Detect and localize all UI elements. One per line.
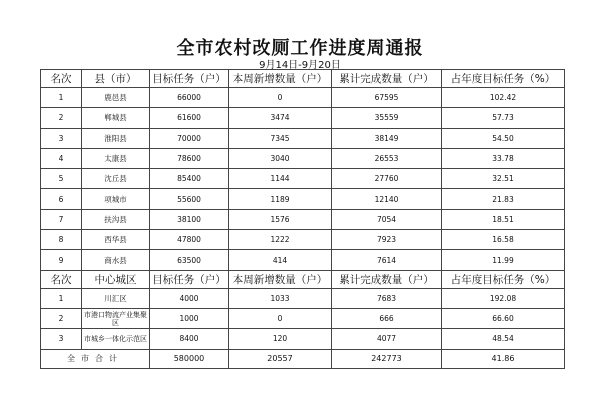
rank-cell: 1 bbox=[41, 288, 82, 308]
table-row bbox=[41, 329, 565, 349]
rank-cell: 2 bbox=[41, 108, 82, 128]
percent-cell: 16.58 bbox=[442, 230, 565, 250]
name-cell: 扶沟县 bbox=[82, 209, 150, 229]
weekly-new-cell: 1033 bbox=[229, 288, 332, 308]
header-rank: 名次 bbox=[41, 70, 82, 88]
weekly-new-cell: 414 bbox=[229, 250, 332, 270]
rank-cell: 9 bbox=[41, 250, 82, 270]
cumulative-cell: 38149 bbox=[332, 128, 442, 148]
cumulative-cell: 27760 bbox=[332, 169, 442, 189]
name-cell: 市港口物流产业集聚区 bbox=[82, 308, 150, 328]
cumulative-cell: 67595 bbox=[332, 88, 442, 108]
weekly-new-cell: 7345 bbox=[229, 128, 332, 148]
table-row bbox=[41, 308, 565, 328]
target-cell: 38100 bbox=[150, 209, 229, 229]
date-range: 9月14日-9月20日 bbox=[259, 60, 341, 71]
table-row bbox=[41, 108, 565, 128]
total-weekly-new: 20557 bbox=[229, 349, 332, 368]
rank-cell: 7 bbox=[41, 209, 82, 229]
percent-cell: 192.08 bbox=[442, 288, 565, 308]
header-weekly-new: 本周新增数量（户） bbox=[229, 70, 332, 88]
percent-cell: 18.51 bbox=[442, 209, 565, 229]
table-row bbox=[41, 209, 565, 229]
percent-cell: 11.99 bbox=[442, 250, 565, 270]
percent-cell: 66.60 bbox=[442, 308, 565, 328]
target-cell: 70000 bbox=[150, 128, 229, 148]
weekly-new-cell: 1222 bbox=[229, 230, 332, 250]
cumulative-cell: 4077 bbox=[332, 329, 442, 349]
weekly-new-cell: 0 bbox=[229, 308, 332, 328]
weekly-new-cell: 120 bbox=[229, 329, 332, 349]
weekly-new-cell: 1144 bbox=[229, 169, 332, 189]
name-cell: 商水县 bbox=[82, 250, 150, 270]
table-row bbox=[41, 148, 565, 168]
header-weekly-new: 本周新增数量（户） bbox=[229, 270, 332, 288]
header-county: 县（市） bbox=[82, 70, 150, 88]
name-cell: 沈丘县 bbox=[82, 169, 150, 189]
percent-cell: 21.83 bbox=[442, 189, 565, 209]
rank-cell: 5 bbox=[41, 169, 82, 189]
weekly-new-cell: 3040 bbox=[229, 148, 332, 168]
cumulative-cell: 26553 bbox=[332, 148, 442, 168]
table-row bbox=[41, 88, 565, 108]
cumulative-cell: 7614 bbox=[332, 250, 442, 270]
cumulative-cell: 666 bbox=[332, 308, 442, 328]
name-cell: 太康县 bbox=[82, 148, 150, 168]
weekly-new-cell: 1576 bbox=[229, 209, 332, 229]
header-target: 目标任务（户） bbox=[150, 270, 229, 288]
cumulative-cell: 35559 bbox=[332, 108, 442, 128]
target-cell: 8400 bbox=[150, 329, 229, 349]
target-cell: 1000 bbox=[150, 308, 229, 328]
name-cell: 项城市 bbox=[82, 189, 150, 209]
percent-cell: 57.73 bbox=[442, 108, 565, 128]
target-cell: 61600 bbox=[150, 108, 229, 128]
header-percent: 占年度目标任务（%） bbox=[442, 270, 565, 288]
cumulative-cell: 12140 bbox=[332, 189, 442, 209]
name-cell: 鹿邑县 bbox=[82, 88, 150, 108]
target-cell: 55600 bbox=[150, 189, 229, 209]
cumulative-cell: 7923 bbox=[332, 230, 442, 250]
district-header-row bbox=[41, 270, 565, 288]
rank-cell: 1 bbox=[41, 88, 82, 108]
rank-cell: 3 bbox=[41, 329, 82, 349]
rank-cell: 8 bbox=[41, 230, 82, 250]
table-row bbox=[41, 288, 565, 308]
rank-cell: 2 bbox=[41, 308, 82, 328]
progress-table bbox=[40, 69, 565, 369]
table-row bbox=[41, 128, 565, 148]
target-cell: 63500 bbox=[150, 250, 229, 270]
table-row bbox=[41, 189, 565, 209]
percent-cell: 48.54 bbox=[442, 329, 565, 349]
total-label: 全市合计 bbox=[41, 349, 150, 368]
cumulative-cell: 7054 bbox=[332, 209, 442, 229]
header-rank: 名次 bbox=[41, 270, 82, 288]
target-cell: 47800 bbox=[150, 230, 229, 250]
name-cell: 淮阳县 bbox=[82, 128, 150, 148]
percent-cell: 32.51 bbox=[442, 169, 565, 189]
total-cumulative: 242773 bbox=[332, 349, 442, 368]
cumulative-cell: 7683 bbox=[332, 288, 442, 308]
weekly-new-cell: 0 bbox=[229, 88, 332, 108]
county-header-row bbox=[41, 70, 565, 88]
name-cell: 市城乡一体化示范区 bbox=[82, 329, 150, 349]
percent-cell: 102.42 bbox=[442, 88, 565, 108]
weekly-new-cell: 3474 bbox=[229, 108, 332, 128]
total-percent: 41.86 bbox=[442, 349, 565, 368]
weekly-new-cell: 1189 bbox=[229, 189, 332, 209]
target-cell: 4000 bbox=[150, 288, 229, 308]
table-row bbox=[41, 230, 565, 250]
table-row bbox=[41, 169, 565, 189]
header-target: 目标任务（户） bbox=[150, 70, 229, 88]
percent-cell: 33.78 bbox=[442, 148, 565, 168]
page-title: 全市农村改厕工作进度周通报 bbox=[176, 38, 424, 59]
target-cell: 78600 bbox=[150, 148, 229, 168]
total-row bbox=[41, 349, 565, 368]
table-row bbox=[41, 250, 565, 270]
rank-cell: 6 bbox=[41, 189, 82, 209]
target-cell: 66000 bbox=[150, 88, 229, 108]
header-district: 中心城区 bbox=[82, 270, 150, 288]
header-percent: 占年度目标任务（%） bbox=[442, 70, 565, 88]
total-target: 580000 bbox=[150, 349, 229, 368]
rank-cell: 3 bbox=[41, 128, 82, 148]
header-cumulative: 累计完成数量（户） bbox=[332, 70, 442, 88]
name-cell: 川汇区 bbox=[82, 288, 150, 308]
header-cumulative: 累计完成数量（户） bbox=[332, 270, 442, 288]
percent-cell: 54.50 bbox=[442, 128, 565, 148]
target-cell: 85400 bbox=[150, 169, 229, 189]
name-cell: 西华县 bbox=[82, 230, 150, 250]
name-cell: 郸城县 bbox=[82, 108, 150, 128]
rank-cell: 4 bbox=[41, 148, 82, 168]
